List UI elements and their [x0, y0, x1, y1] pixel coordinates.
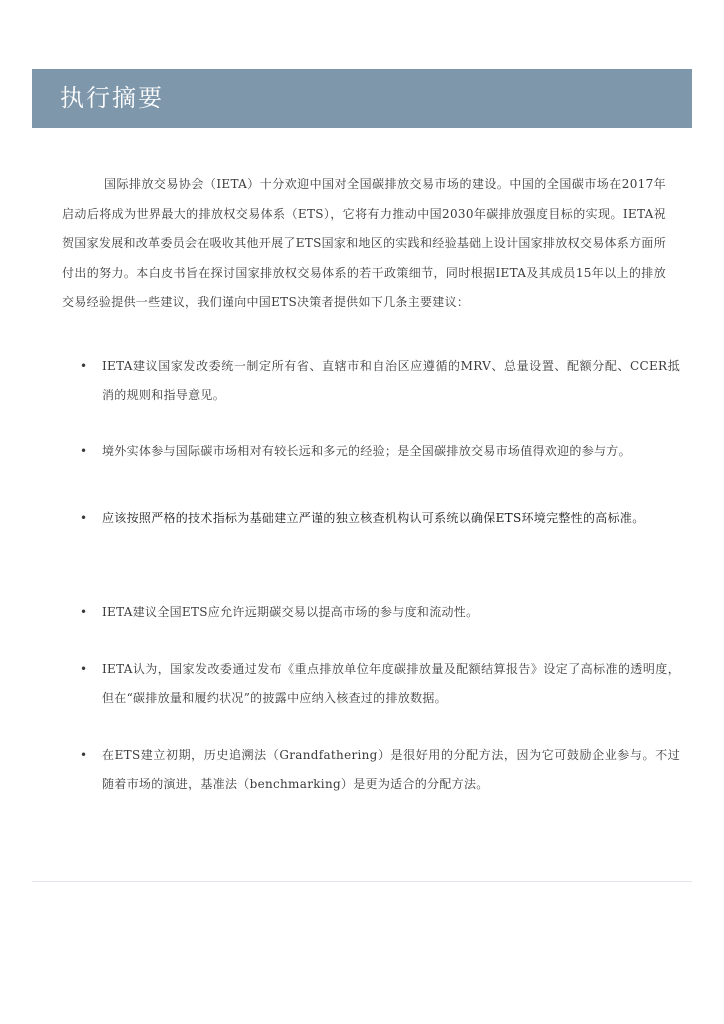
- intro-paragraph: 国际排放交易协会（IETA）十分欢迎中国对全国碳排放交易市场的建设。中国的全国碳市场在2017年启动后将成为世界最大的排放权交易体系（ETS），它将有力推动中国2030年碳排放强度目标的实现。IETA祝贺国家发展和改革委员会在吸收其他开展了ETS国家和地区的实践和经验基础上设计国家排放权交易体系方面所付出的努力。本白皮书旨在探讨国家排放权交易体系的若干政策细节，同时根据IETA及其成员15年以上的排放交易经验提供一些建议，我们谨向中国ETS决策者提供如下几条主要建议：: [62, 177, 666, 309]
- bullet-icon: •: [80, 748, 88, 762]
- recommendation-item: [80, 437, 680, 466]
- recommendation-text: 在ETS建立初期，历史追溯法（Grandfathering）是很好用的分配方法，因为它可鼓励企业参与。不过随着市场的演进，基准法（benchmarking）是更为适合的分配方法。: [102, 748, 680, 791]
- recommendation-item: [80, 598, 680, 627]
- recommendation-text: 境外实体参与国际碳市场相对有较长远和多元的经验；是全国碳排放交易市场值得欢迎的参与方。: [102, 444, 631, 458]
- recommendation-text: IETA建议国家发改委统一制定所有省、直辖市和自治区应遵循的MRV、总量设置、配额分配、CCER抵消的规则和指导意见。: [102, 359, 680, 402]
- bullet-icon: •: [80, 662, 88, 676]
- recommendation-item: [80, 352, 680, 410]
- recommendation-item: [80, 504, 680, 533]
- recommendation-text: IETA认为，国家发改委通过发布《重点排放单位年度碳排放量及配额结算报告》设定了高标准的透明度，但在“碳排放量和履约状况”的披露中应纳入核查过的排放数据。: [102, 662, 680, 705]
- footer-divider: [32, 881, 692, 882]
- bullet-icon: •: [80, 359, 88, 373]
- recommendation-item: [80, 741, 680, 799]
- recommendation-text: IETA建议全国ETS应允许远期碳交易以提高市场的参与度和流动性。: [102, 605, 479, 619]
- bullet-icon: •: [80, 511, 88, 525]
- section-header-bar: [32, 69, 692, 128]
- recommendation-text: 应该按照严格的技术指标为基础建立严谨的独立核查机构认可系统以确保ETS环境完整性的高标准。: [102, 511, 645, 525]
- section-title: 执行摘要: [60, 84, 164, 112]
- recommendation-item: [80, 655, 680, 713]
- bullet-icon: •: [80, 605, 88, 619]
- bullet-icon: •: [80, 444, 88, 458]
